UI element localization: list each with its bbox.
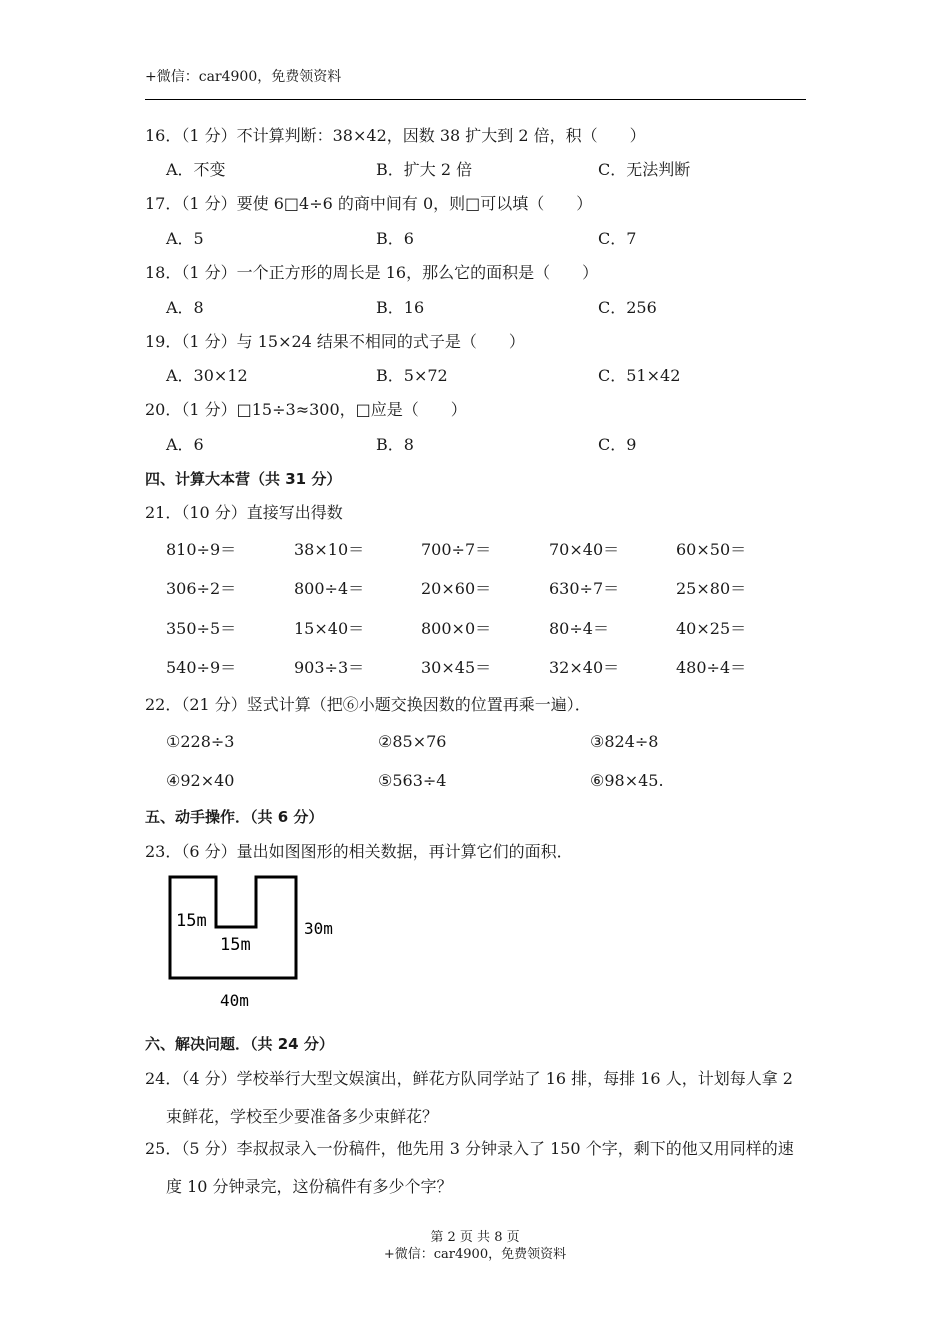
question-18-option-a: A．8 bbox=[166, 298, 204, 317]
u-shape-figure bbox=[160, 868, 360, 1018]
oral-calc-item: 810÷9＝ bbox=[166, 540, 237, 559]
question-18-option-b: B．16 bbox=[376, 298, 425, 317]
label-bottom-width: 40m bbox=[220, 991, 249, 1010]
oral-calc-item: 40×25＝ bbox=[676, 619, 747, 638]
oral-calc-item: 800×0＝ bbox=[421, 619, 492, 638]
question-18-stem: 18．（1 分）一个正方形的周长是 16，那么它的面积是（ ） bbox=[145, 263, 599, 282]
footer-note: +微信：car4900，免费领资料 bbox=[383, 1247, 567, 1262]
vertical-calc-item: ④92×40 bbox=[166, 771, 235, 790]
question-24-line-1: 24．（4 分）学校举行大型文娱演出，鲜花方队同学站了 16 排，每排 16 人，计划每人拿 2 bbox=[145, 1069, 793, 1088]
question-21-stem: 21．（10 分）直接写出得数 bbox=[145, 503, 343, 522]
question-19-option-a: A．30×12 bbox=[166, 366, 248, 385]
question-17-option-b: B．6 bbox=[376, 229, 414, 248]
oral-calc-item: 540÷9＝ bbox=[166, 658, 237, 677]
oral-calc-item: 630÷7＝ bbox=[549, 579, 620, 598]
question-16-option-a: A．不变 bbox=[166, 160, 226, 179]
question-17-stem: 17．（1 分）要使 6□4÷6 的商中间有 0，则□可以填（ ） bbox=[145, 194, 593, 213]
question-22-stem: 22．（21 分）竖式计算（把⑥小题交换因数的位置再乘一遍）． bbox=[145, 695, 591, 714]
question-25-line-2: 度 10 分钟录完，这份稿件有多少个字？ bbox=[166, 1177, 453, 1196]
question-25-line-1: 25．（5 分）李叔叔录入一份稿件，他先用 3 分钟录入了 150 个字，剩下的他又用同样的速 bbox=[145, 1139, 794, 1158]
oral-calc-item: 32×40＝ bbox=[549, 658, 620, 677]
header-divider bbox=[145, 99, 806, 100]
question-20-option-a: A．6 bbox=[166, 435, 204, 454]
vertical-calc-item: ⑥98×45. bbox=[590, 771, 664, 790]
oral-calc-item: 700÷7＝ bbox=[421, 540, 492, 559]
page-number: 第 2 页 共 8 页 bbox=[430, 1230, 520, 1245]
question-20-stem: 20．（1 分）□15÷3≈300，□应是（ ） bbox=[145, 400, 467, 419]
question-19-option-c: C．51×42 bbox=[598, 366, 681, 385]
section-5-title: 五、动手操作．（共 6 分） bbox=[145, 808, 324, 826]
question-20-option-b: B．8 bbox=[376, 435, 414, 454]
question-16-stem: 16．（1 分）不计算判断：38×42，因数 38 扩大到 2 倍，积（ ） bbox=[145, 126, 646, 145]
oral-calc-item: 80÷4＝ bbox=[549, 619, 609, 638]
label-left-height: 15m bbox=[176, 911, 207, 931]
oral-calc-item: 20×60＝ bbox=[421, 579, 492, 598]
oral-calc-item: 15×40＝ bbox=[294, 619, 365, 638]
oral-calc-item: 306÷2＝ bbox=[166, 579, 237, 598]
vertical-calc-item: ③824÷8 bbox=[590, 732, 659, 751]
oral-calc-item: 38×10＝ bbox=[294, 540, 365, 559]
question-17-option-c: C．7 bbox=[598, 229, 637, 248]
vertical-calc-item: ②85×76 bbox=[378, 732, 447, 751]
vertical-calc-item: ⑤563÷4 bbox=[378, 771, 447, 790]
question-17-option-a: A．5 bbox=[166, 229, 204, 248]
question-16-option-c: C．无法判断 bbox=[598, 160, 691, 179]
question-20-option-c: C．9 bbox=[598, 435, 637, 454]
section-4-title: 四、计算大本营（共 31 分） bbox=[145, 470, 342, 488]
oral-calc-item: 480÷4＝ bbox=[676, 658, 747, 677]
question-19-stem: 19．（1 分）与 15×24 结果不相同的式子是（ ） bbox=[145, 332, 525, 351]
oral-calc-item: 800÷4＝ bbox=[294, 579, 365, 598]
label-inner-width: 15m bbox=[220, 935, 251, 955]
oral-calc-item: 70×40＝ bbox=[549, 540, 620, 559]
oral-calc-item: 30×45＝ bbox=[421, 658, 492, 677]
oral-calc-item: 903÷3＝ bbox=[294, 658, 365, 677]
question-24-line-2: 束鲜花，学校至少要准备多少束鲜花？ bbox=[166, 1107, 439, 1126]
question-23-stem: 23．（6 分）量出如图图形的相关数据，再计算它们的面积． bbox=[145, 842, 573, 861]
oral-calc-item: 60×50＝ bbox=[676, 540, 747, 559]
question-18-option-c: C．256 bbox=[598, 298, 657, 317]
oral-calc-item: 25×80＝ bbox=[676, 579, 747, 598]
oral-calc-item: 350÷5＝ bbox=[166, 619, 237, 638]
vertical-calc-item: ①228÷3 bbox=[166, 732, 235, 751]
label-right-height: 30m bbox=[304, 919, 333, 938]
page-header: +微信：car4900，免费领资料 bbox=[145, 69, 342, 85]
question-19-option-b: B．5×72 bbox=[376, 366, 448, 385]
question-16-option-b: B．扩大 2 倍 bbox=[376, 160, 473, 179]
section-6-title: 六、解决问题．（共 24 分） bbox=[145, 1035, 334, 1053]
